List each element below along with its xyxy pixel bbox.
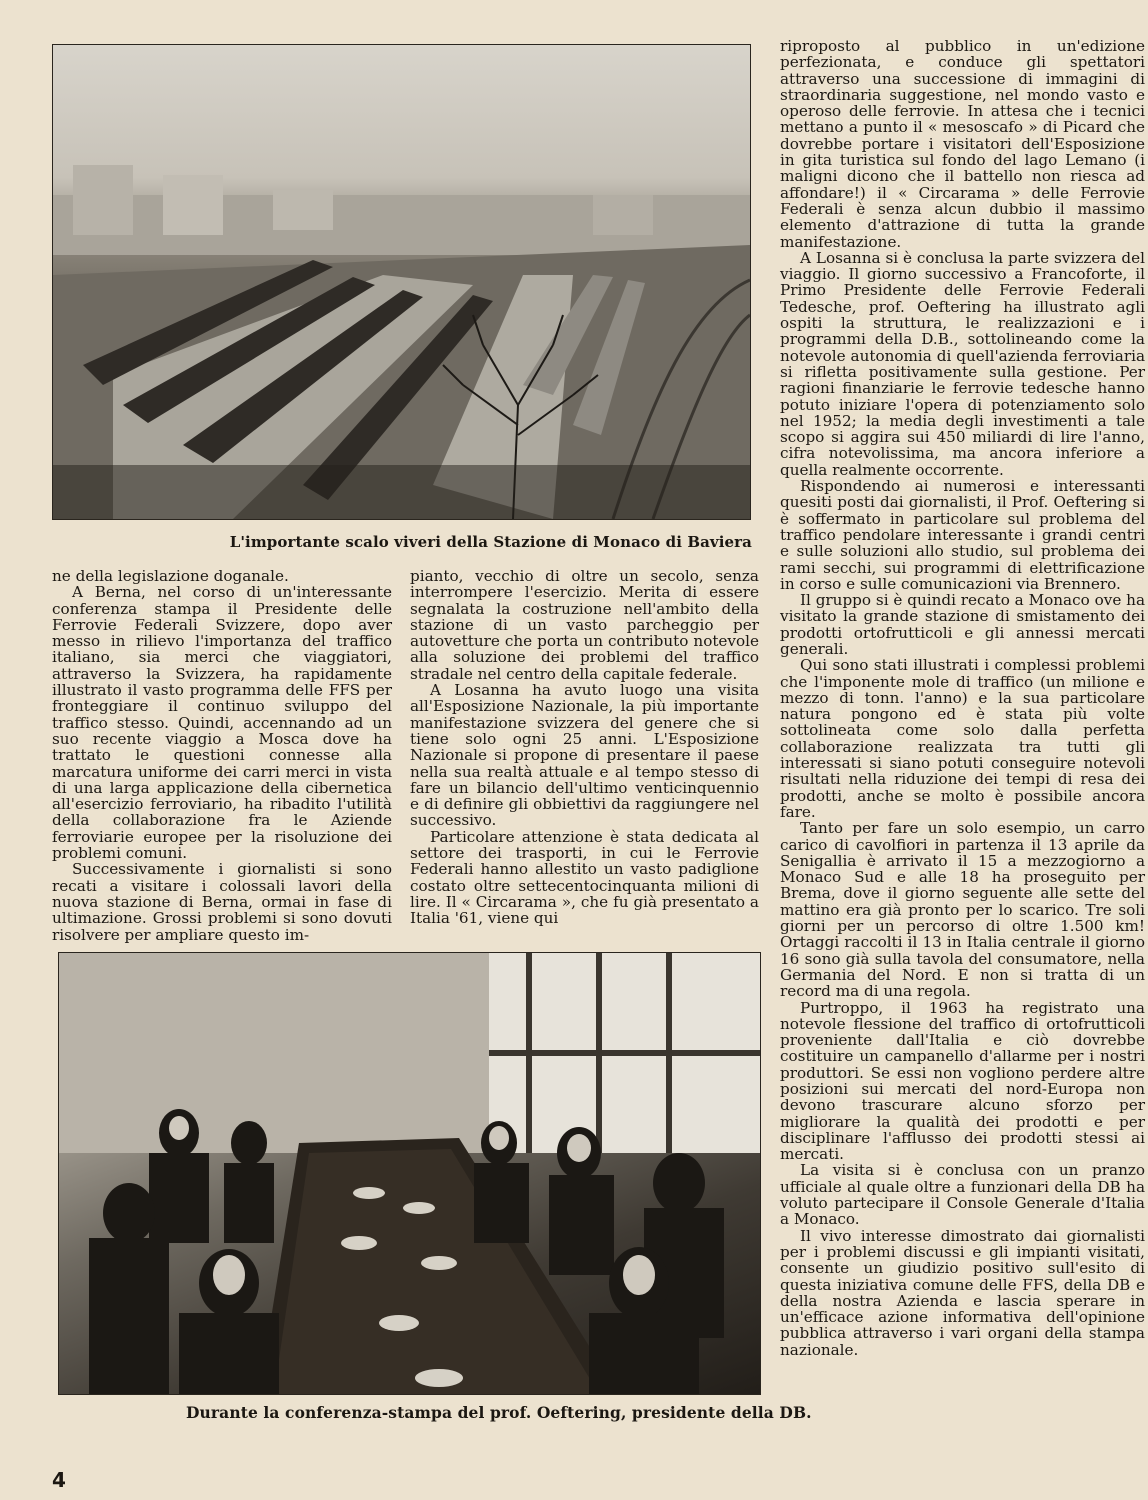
rail-yard-photo xyxy=(52,44,751,520)
paragraph: Il vivo interesse dimostrato dai giornalisti per i problemi discussi e gli impianti visitati, consente un giudizio positivo sull'esito di questa iniziativa comune delle FFS, della DB e della nostra Azienda e lascia sperare in un'efficace azione informativa dell'opinione pubblica attraverso i vari organi della stampa nazionale. xyxy=(780,1226,1145,1359)
paragraph: A Losanna ha avuto luogo una visita all'Esposizione Nazionale, la più importante manifestazione svizzera del genere che si tiene solo ogni 25 anni. L'Esposizione Nazionale si propone di presentare il paese nella sua realtà attuale e al tempo stesso di fare un bilancio dell'ultimo venticinquennio e di definire gli obbiettivi da raggiungere nel successivo. xyxy=(410,681,759,830)
page-number: 4 xyxy=(52,1468,66,1492)
paragraph: La visita si è conclusa con un pranzo ufficiale al quale oltre a funzionari della DB ha voluto partecipare il Console Generale d'Italia a Monaco. xyxy=(780,1161,1145,1229)
press-conference-illustration xyxy=(59,953,760,1394)
paragraph: Tanto per fare un solo esempio, un carro carico di cavolfiori in partenza il 13 aprile da Senigallia è arrivato il 15 a mezzogiorno a Monaco Sud e alle 18 ha proseguito per Brema, dove il giorno seguente alle sette del mattino era già pronto per lo scarico. Tre soli giorni per un percorso di oltre 1.500 km! Ortaggi raccolti il 13 in Italia centrale il giorno 16 sono già sulla tavola del consumatore, nella Germania del Nord. E non si tratta di un record ma di una regola. xyxy=(780,819,1145,1001)
press-conference-caption: Durante la conferenza-stampa del prof. Oeftering, presidente della DB. xyxy=(186,1403,812,1422)
paragraph: Il gruppo si è quindi recato a Monaco ove ha visitato la grande stazione di smistamento dei prodotti ortofrutticoli e gli annessi mercati generali. xyxy=(780,591,1145,658)
paragraph: pianto, vecchio di oltre un secolo, senza interrompere l'esercizio. Merita di essere segnalata la costruzione nell'ambito della stazione di un vasto parcheggio per autovetture che porta un contributo notevole alla soluzione dei problemi del traffico stradale nel centro della capitale federale. xyxy=(410,567,759,683)
paragraph: Qui sono stati illustrati i complessi problemi che l'imponente mole di traffico (un milione e mezzo di tonn. l'anno) e la sua particolare natura pongono ed è stata più volte sottolineata come solo dalla perfetta collaborazione realizzata tra tutti gli interessati si siano potuti conseguire notevoli risultati nella riduzione dei tempi di resa dei prodotti, anche se molto è possibile ancora fare. xyxy=(780,656,1145,821)
article-column-left xyxy=(52,568,392,943)
paragraph: ne della legislazione doganale. xyxy=(52,567,289,585)
paragraph: Particolare attenzione è stata dedicata al settore dei trasporti, in cui le Ferrovie Federali hanno allestito un vasto padiglione costato oltre settecentocinquanta milioni di lire. Il « Circarama », che fu già presentato a Italia '61, viene qui xyxy=(410,827,759,928)
paragraph: Rispondendo ai numerosi e interessanti quesiti posti dai giornalisti, il Prof. Oeftering si è soffermato in particolare sul problema del traffico pendolare interessante i grandi centri e sulle soluzioni allo studio, sul problema dei rami secchi, sui programmi di elettrificazione in corso e sulle comunicazioni via Brennero. xyxy=(780,477,1145,593)
press-conference-photo xyxy=(58,952,761,1395)
rail-yard-caption: L'importante scalo viveri della Stazione di Monaco di Baviera xyxy=(229,533,752,551)
article-column-middle xyxy=(410,568,759,927)
paragraph: Purtroppo, il 1963 ha registrato una notevole flessione del traffico di ortofrutticoli proveniente dall'Italia e ciò dovrebbe costituire un campanello d'allarme per i nostri produttori. Se essi non vogliono perdere altre posizioni sui mercati del nord-Europa non devono trascurare alcuno sforzo per migliorare la qualità dei prodotti e per disciplinare l'afflusso dei prodotti stessi ai mercati. xyxy=(780,998,1145,1164)
paragraph: A Losanna si è conclusa la parte svizzera del viaggio. Il giorno successivo a Francoforte, il Primo Presidente delle Ferrovie Federali Tedesche, prof. Oeftering ha illustrato agli ospiti la struttura, le realizzazioni e i programmi della D.B., sottolineando come la notevole autonomia di quell'azienda ferroviaria si rifletta positivamente sulla gestione. Per ragioni finanziarie le ferrovie tedesche hanno potuto iniziare l'opera di potenziamento solo nel 1952; la media degli investimenti a tale scopo si aggira sui 450 miliardi di lire l'anno, cifra notevolissima, ma ancora inferiore a quella realmente occorrente. xyxy=(780,248,1145,479)
paragraph: A Berna, nel corso di un'interessante conferenza stampa il Presidente delle Ferrovie Federali Svizzere, dopo aver messo in rilievo l'importanza del traffico italiano, sia merci che viaggiatori, attraverso la Svizzera, ha rapidamente illustrato il vasto programma delle FFS per fronteggiare il continuo sviluppo del traffico stesso. Quindi, accennando ad un suo recente viaggio a Mosca dove ha trattato le questioni connesse alla marcatura uniforme dei carri merci in vista di una larga applicazione della cibernetica all'esercizio ferroviario, ha ribadito l'utilità della collaborazione fra le Aziende ferroviarie europee per la risoluzione dei problemi comuni. xyxy=(52,583,392,863)
rail-yard-illustration xyxy=(53,45,750,519)
article-column-right xyxy=(780,38,1145,1358)
paragraph: Successivamente i giornalisti si sono recati a visitare i colossali lavori della nuova stazione di Berna, ormai in fase di ultimazione. Grossi problemi si sono dovuti risolvere per ampliare questo im- xyxy=(52,860,392,944)
paragraph: riproposto al pubblico in un'edizione perfezionata, e conduce gli spettatori attraverso una successione di immagini di straordinaria suggestione, nel mondo vasto e operoso delle ferrovie. In attesa che i tecnici mettano a punto il « mesoscafo » di Picard che dovrebbe portare i visitatori dell'Esposizione in gita turistica sul fondo del lago Lemano (i maligni dicono che il battello non riesca ad affondare!) il « Circarama » delle Ferrovie Federali è senza alcun dubbio il massimo elemento d'attrazione di tutta la grande manifestazione. xyxy=(780,37,1145,251)
